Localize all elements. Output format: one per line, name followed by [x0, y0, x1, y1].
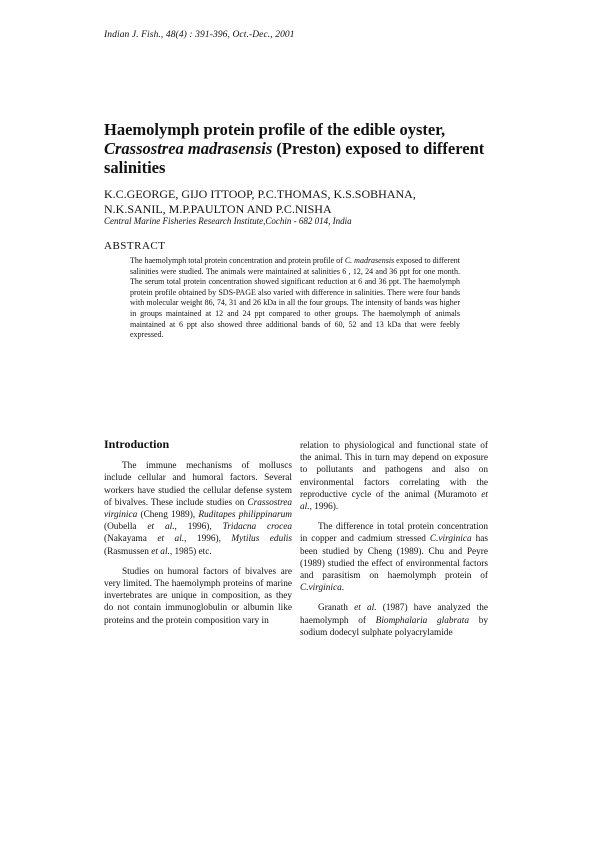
p1-text-g: (Rasmussen — [104, 546, 152, 557]
abstract-text-a: The haemolymph total protein concentration and protein profile of — [130, 256, 345, 265]
left-column — [104, 438, 292, 635]
title-part-1: Haemolymph protein profile of the edible oyster, — [104, 120, 446, 139]
p5-etal: et al. — [354, 603, 377, 614]
p3-text-b: , 1996). — [309, 502, 339, 513]
p1-species-2: Ruditapes philippinarum — [198, 510, 292, 521]
journal-reference: Indian J. Fish., 48(4) : 391-396, Oct.-Dec., 2001 — [104, 30, 295, 40]
intro-paragraph-3 — [300, 440, 488, 513]
p1-text-b: (Cheng 1989), — [137, 510, 199, 521]
author-list — [104, 187, 504, 217]
p5-text-b: (1987) have analyzed the haemolymph of — [300, 603, 488, 626]
intro-paragraph-4 — [300, 521, 488, 594]
p4-text-c: . — [341, 583, 345, 594]
p1-text-c: (Oubella — [104, 522, 148, 533]
p1-etal-3: et al. — [151, 546, 170, 557]
intro-paragraph-1 — [104, 460, 292, 558]
abstract-heading: ABSTRACT — [104, 240, 166, 252]
author-line-1: K.C.GEORGE, GIJO ITTOOP, P.C.THOMAS, K.S.SOBHANA, — [104, 187, 416, 201]
p1-species-3: Tridacna crocea — [222, 522, 292, 533]
abstract-species: C. madrasensis — [344, 256, 395, 265]
p1-etal-1: et al. — [147, 522, 175, 533]
p4-text-b: has been studied by Cheng (1989). Chu and Peyre (1989) studied the effect of environmental factors and parasitism on haemolymph protein of — [300, 534, 488, 582]
right-column — [300, 440, 488, 647]
p3-etal: et al. — [300, 489, 488, 513]
intro-paragraph-2: Studies on humoral factors of bivalves are very limited. The haemolymph proteins of marine invertebrates are unique in composition, as they do not contain immunoglobulin or albumin like proteins and the protein composition vary in — [104, 566, 292, 626]
p4-species-1: C.virginica — [429, 534, 472, 545]
abstract-text-b: exposed to different salinities were studied. The animals were maintained at salinities 6 , 12, 24 and 36 ppt for one month. The serum total protein concentration showed significant reduction at 6 and 36 ppt. The haemolymph protein profile obtained by SDS-PAGE also varied with difference in salinities. There were four bands with molecular weight 86, 74, 31 and 26 kDa in all the four groups. The intensity of bands was higher in groups maintained at 12 and 24 ppt compared to other groups. The haemolymph of animals maintained at 6 ppt also showed three additional bands of 60, 52 and 13 kDa that were feebly expressed. — [130, 256, 461, 340]
p4-text-a: The difference in total protein concentration in copper and cadmium stressed — [300, 522, 488, 545]
introduction-heading: Introduction — [104, 437, 170, 451]
affiliation: Central Marine Fisheries Research Institute,Cochin - 682 014, India — [104, 216, 352, 226]
paper-title — [104, 120, 504, 177]
title-part-2: (Preston) exposed to different salinities — [104, 139, 485, 177]
p1-etal-2: et al. — [157, 534, 185, 545]
p5-text-a: Granath — [318, 603, 355, 614]
p4-species-2: C.virginica — [300, 583, 342, 594]
p3-text-a: relation to physiological and functional state of the animal. This in turn may depend on exposure to pollutants and pathogens and also on environmental factors correlating with the reproductive cycle of the animal (Muramoto — [300, 441, 488, 500]
author-line-2: N.K.SANIL, M.P.PAULTON AND P.C.NISHA — [104, 202, 332, 216]
p1-species-4: Mytilus edulis — [231, 534, 293, 545]
title-species: Crassostrea madrasensis — [104, 139, 273, 158]
p1-text-d: , 1996), — [174, 522, 223, 533]
p1-text-h: , 1985) etc. — [169, 546, 212, 557]
p1-text-a: The immune mechanisms of molluscs include cellular and humoral factors. Several workers have studied the cellular defense system of bivalves. These include studies on — [104, 461, 292, 508]
p1-text-e: (Nakayama — [104, 534, 158, 545]
p1-text-f: , 1996), — [184, 534, 232, 545]
abstract-body — [130, 256, 460, 341]
p5-text-c: by sodium dodecyl sulphate polyacrylamide — [300, 615, 488, 638]
p1-species-1: Crassostrea virginica — [104, 497, 292, 521]
intro-paragraph-5 — [300, 602, 488, 639]
p5-species: Biomphalaria glabrata — [375, 615, 470, 626]
